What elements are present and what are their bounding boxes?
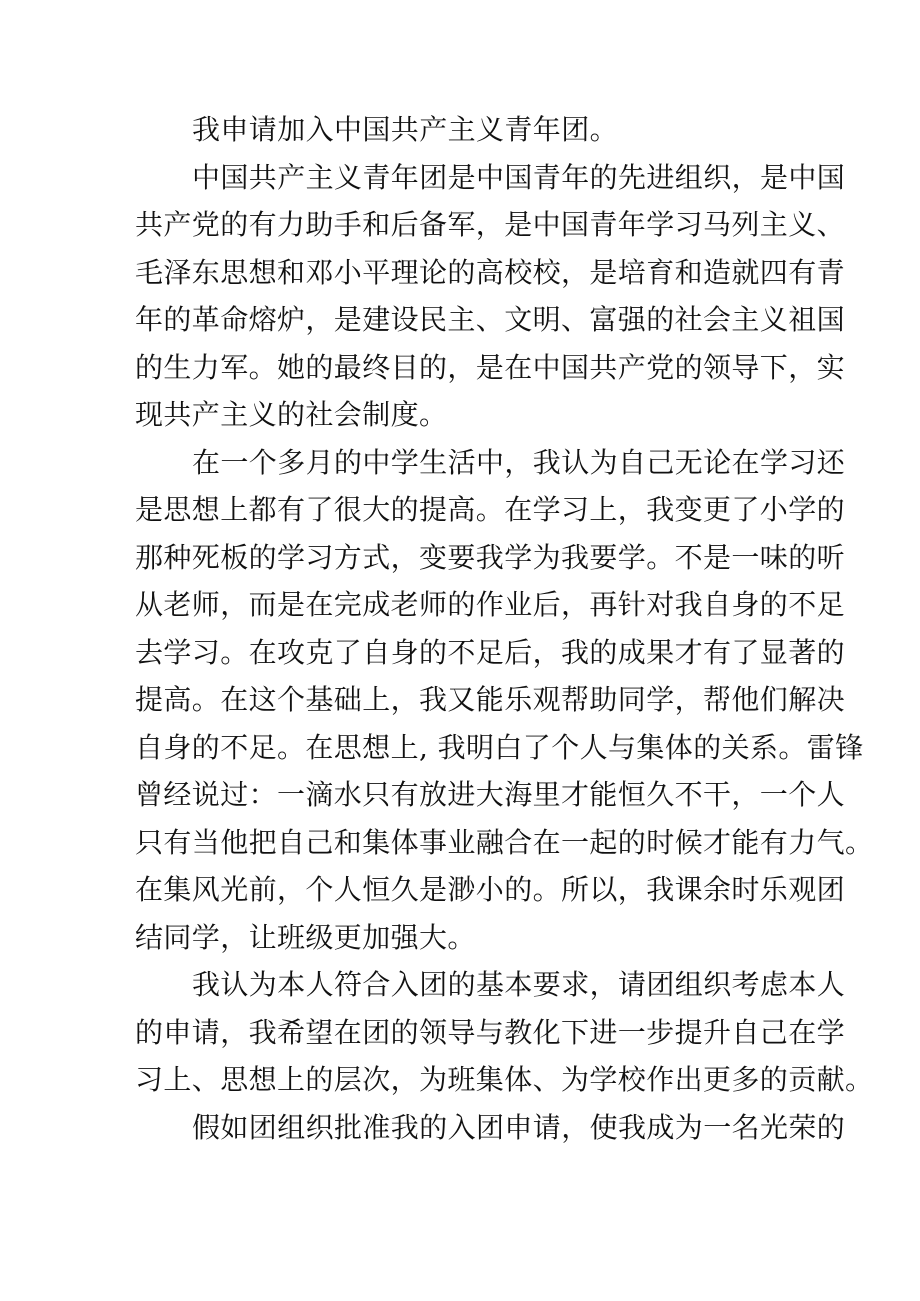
text-line: 习上、思想上的层次，为班集体、为学校作出更多的贡献。	[135, 1063, 874, 1096]
text-line: 提高。在这个基础上，我又能乐观帮助同学，帮他们解决	[135, 683, 846, 716]
text-line: 共产党的有力助手和后备军，是中国青年学习马列主义、	[135, 208, 846, 241]
text-line: 结同学，让班级更加强大。	[135, 920, 476, 954]
text-line: 是思想上都有了很大的提高。在学习上，我变更了小学的	[135, 493, 846, 526]
text-line: 中国共产主义青年团是中国青年的先进组织，是中国	[192, 160, 846, 194]
text-line: 去学习。在攻克了自身的不足后，我的成果才有了显著的	[135, 635, 846, 669]
text-line: 我申请加入中国共产主义青年团。	[192, 113, 619, 146]
text-line: 曾经说过：一滴水只有放进大海里才能恒久不干，一个人	[135, 778, 846, 811]
text-line: 的申请，我希望在团的领导与教化下进一步提升自己在学	[135, 1015, 846, 1049]
text-line: 的生力军。她的最终目的，是在中国共产党的领导下，实	[135, 350, 846, 384]
text-line: 那种死板的学习方式，变要我学为我要学。不是一味的听	[135, 540, 846, 574]
text-line: 我认为本人符合入团的基本要求，请团组织考虑本人	[192, 968, 846, 1001]
text-line: 只有当他把自己和集体事业融合在一起的时候才能有力气。	[135, 825, 874, 859]
text-line: 在一个多月的中学生活中，我认为自己无论在学习还	[192, 445, 846, 479]
text-line: 从老师，而是在完成老师的作业后，再针对我自身的不足	[135, 588, 846, 621]
text-line: 自身的不足。在思想上, 我明白了个人与集体的关系。雷锋	[135, 730, 864, 764]
text-line: 现共产主义的社会制度。	[135, 398, 448, 431]
text-line: 在集风光前，个人恒久是渺小的。所以，我课余时乐观团	[135, 873, 846, 906]
text-line: 毛泽东思想和邓小平理论的高校校，是培育和造就四有青	[135, 255, 846, 289]
document-body	[135, 106, 874, 1151]
text-line: 假如团组织批准我的入团申请，使我成为一名光荣的	[192, 1110, 846, 1144]
text-line: 年的革命熔炉，是建设民主、文明、富强的社会主义祖国	[135, 303, 846, 336]
